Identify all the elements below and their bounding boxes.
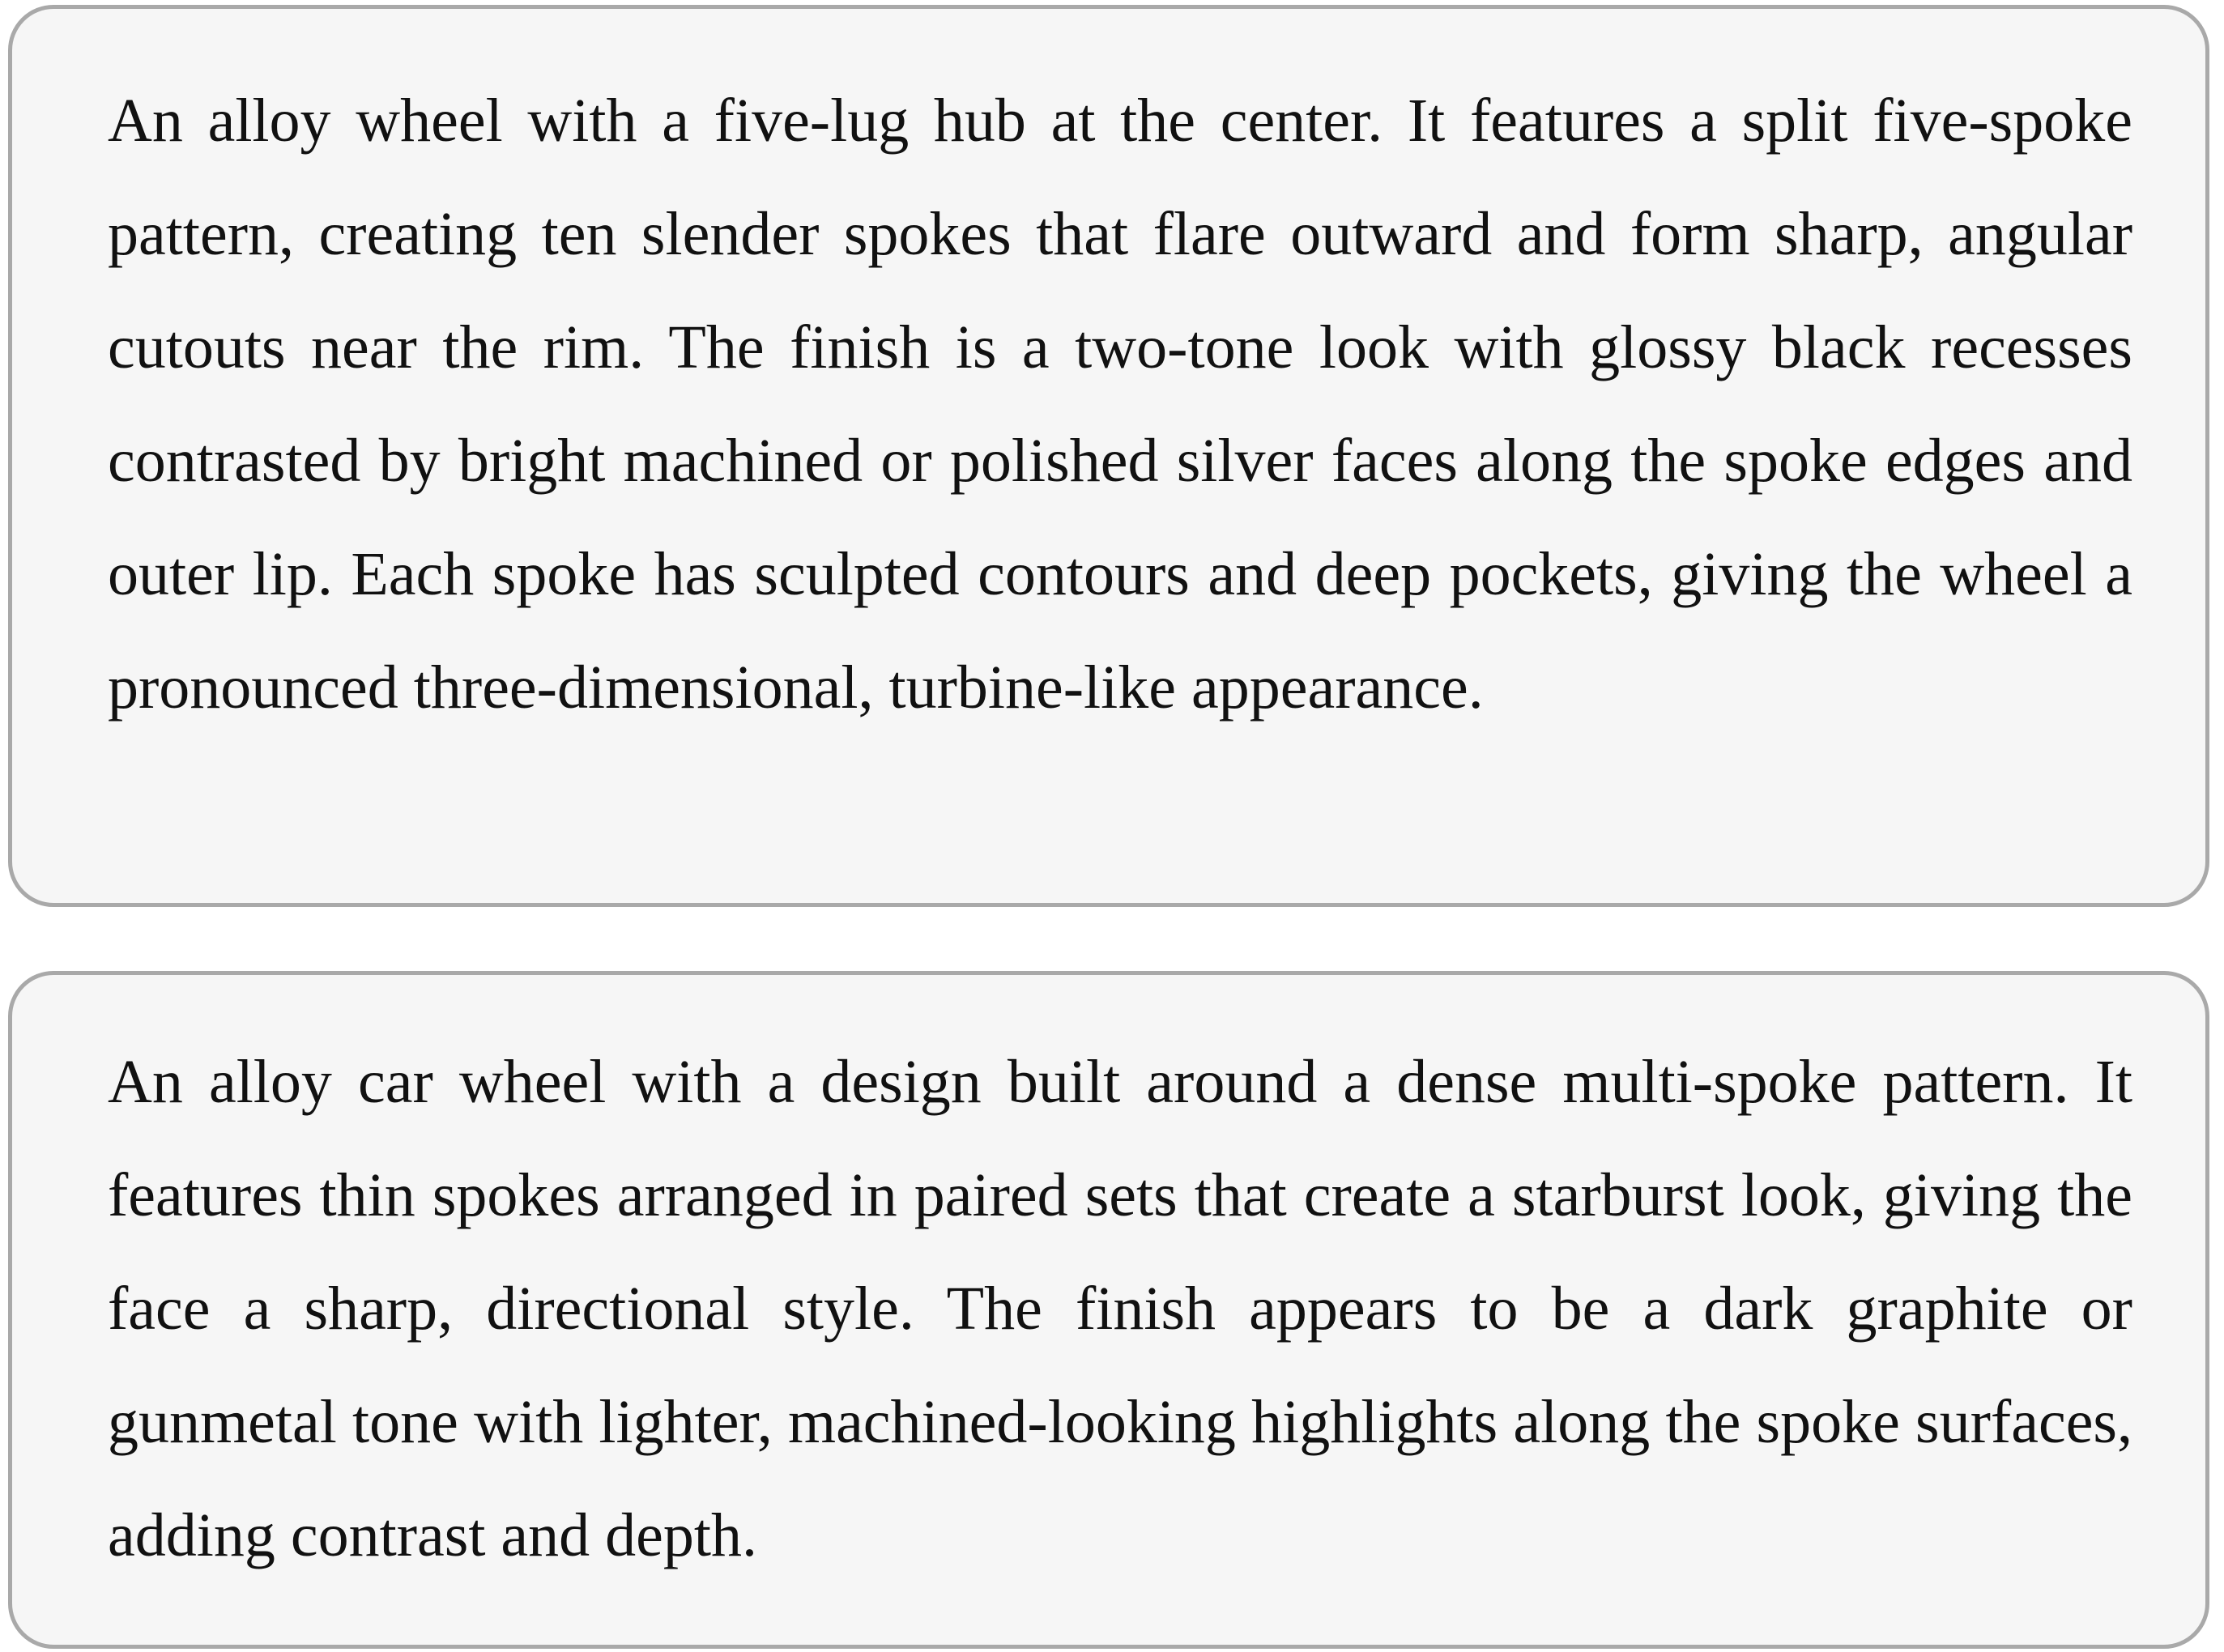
caption-text-2: An alloy car wheel with a design built around a dense multi-spoke pattern. It features thin spokes arranged in paired sets that create a starburst look, giving the face a sharp, directional style. The finish appears to be a dark graphite or gunmetal tone with lighter, machined-looking highlights along the spoke surfaces, adding contrast and depth. [108, 1048, 2132, 1569]
caption-text-1: An alloy wheel with a five-lug hub at the center. It features a split five-spoke pattern, creating ten slender spokes that flare outward and form sharp, angular cutouts near the rim. The finish is a two-tone look with glossy black recesses contrasted by bright machined or polished silver faces along the spoke edges and outer lip. Each spoke has sculpted contours and deep pockets, giving the wheel a pronounced three-dimensional, turbine-like appearance. [108, 87, 2132, 722]
caption-card-2 [8, 971, 2209, 1649]
caption-card-1 [8, 5, 2209, 907]
